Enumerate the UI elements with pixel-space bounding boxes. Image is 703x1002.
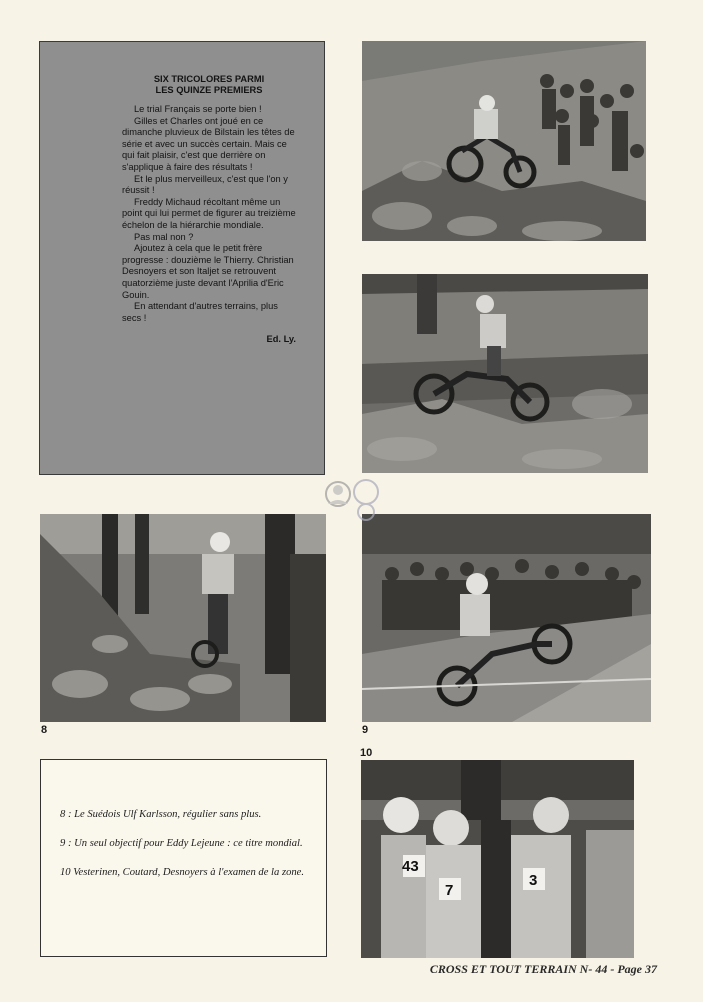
article-signature: Ed. Ly. — [266, 334, 296, 345]
caption-10: 10 Vesterinen, Coutard, Desnoyers à l'examen de la zone. — [60, 867, 305, 878]
article-paragraph: Gilles et Charles ont joué en ce dimanche pluvieux de Bilstain les têtes de série et avec un succès certain. Mais ce qui fait plaisir, c'est que derrière on s'applique à faire des résultats ! — [122, 115, 295, 172]
rider-bib-number: 7 — [445, 882, 454, 899]
caption-8: 8 : Le Suédois Ulf Karlsson, régulier sans plus. — [60, 809, 262, 820]
rider-bib-number: 43 — [402, 858, 419, 875]
photo-rider-ledge — [362, 274, 648, 473]
article-box — [39, 41, 325, 475]
caption-box — [40, 759, 327, 957]
photo-number-8: 8 — [41, 724, 48, 736]
article-paragraph: En attendant d'autres terrains, plus secs ! — [122, 301, 278, 323]
photo-number-10: 10 — [360, 747, 373, 759]
page-footer: CROSS ET TOUT TERRAIN N- 44 - Page 37 — [429, 962, 657, 976]
photo-rider-crowd-top — [362, 41, 646, 241]
article-paragraph: Pas mal non ? — [134, 231, 194, 242]
article-paragraph: Freddy Michaud récoltant même un point qui lui permet de figurer au treizième échelon de la hiérarchie mondiale. — [122, 196, 296, 230]
library-stamp-icon — [322, 478, 382, 522]
photo-9-eddy-lejeune — [362, 514, 651, 722]
caption-9: 9 : Un seul objectif pour Eddy Lejeune : ce titre mondial. — [60, 838, 303, 849]
article-paragraph: Le trial Français se porte bien ! — [134, 104, 262, 114]
article-title-line1: SIX TRICOLORES PARMI — [153, 74, 265, 84]
article-paragraph: Et le plus merveilleux, c'est que l'on y réussit ! — [122, 173, 288, 196]
rider-bib-number: 3 — [529, 872, 538, 889]
article-title-line2: LES QUINZE PREMIERS — [155, 85, 263, 95]
photo-10-riders-inspecting — [361, 760, 634, 958]
photo-8-ulf-karlsson — [40, 514, 326, 722]
photo-number-9: 9 — [362, 724, 369, 736]
article-text — [122, 74, 296, 346]
article-title — [122, 74, 296, 96]
article-paragraph: Ajoutez à cela que le petit frère progresse : douzième le Thierry. Christian Desnoyers et son Italjet se retrouvent quatorzième juste devant l'Aprilia d'Eric Gouin. — [122, 243, 294, 300]
